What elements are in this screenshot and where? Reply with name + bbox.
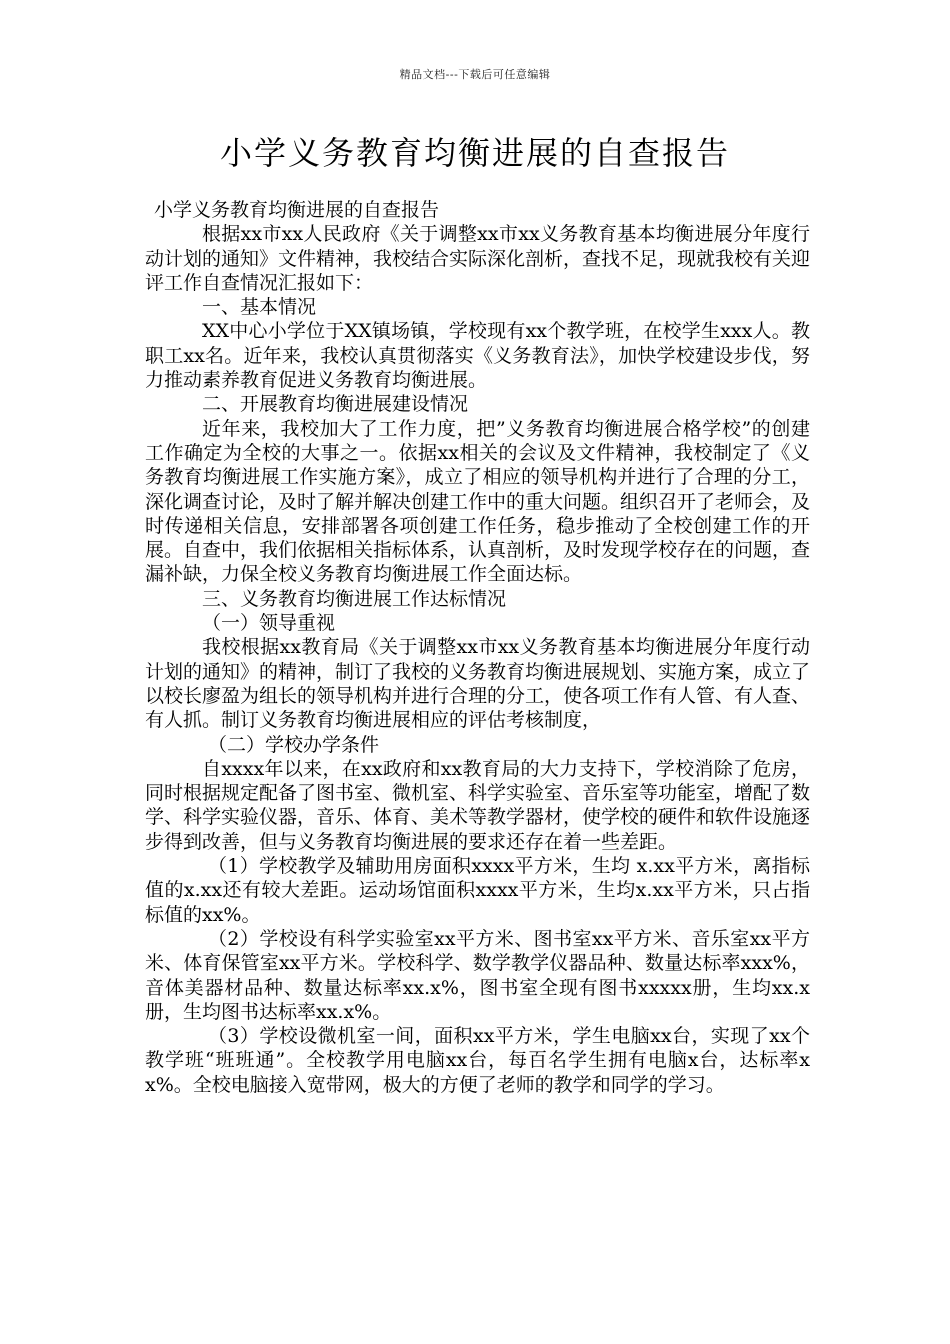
section-heading-standards: 三、义务教育均衡进展工作达标情况 [202,587,507,610]
document-title: 小学义务教育均衡进展的自查报告 [219,134,730,172]
item-3-paragraph: （3）学校设微机室一间，面积xx平方米，学生电脑xx台，实现了xx个教学班“班班通”。全校教学用电脑xx台，每百名学生拥有电脑x台，达标率xx%。全校电脑接入宽带网，极大的方便了老师的教学和同学的学习。 [145,1025,810,1096]
subheading-leadership: （一）领导重视 [202,612,336,635]
item-2-paragraph: （2）学校设有科学实验室xx平方米、图书室xx平方米、音乐室xx平方米、体育保管室xx平方米。学校科学、数学教学仪器品种、数量达标率xxx%，音体美器材品种、数量达标率xx.x%，图书室全现有图书xxxxx册，生均xx.x册，生均图书达标率xx.x%。 [145,927,810,1023]
section-heading-construction: 二、开展教育均衡进展建设情况 [202,393,469,416]
leadership-paragraph: 我校根据xx教育局《关于调整xx市xx义务教育基本均衡进展分年度行动计划的通知》的精神，制订了我校的义务教育均衡进展规划、实施方案，成立了以校长廖盈为组长的领导机构并进行合理的分工，使各项工作有人管、有人查、有人抓。制订义务教育均衡进展相应的评估考核制度， [145,636,811,732]
subheading-conditions: （二）学校办学条件 [208,733,380,756]
section-heading-basic: 一、基本情况 [202,296,317,319]
item-1-paragraph: （1）学校教学及辅助用房面积xxxx平方米，生均 x.xx平方米，离指标值的x.xx还有较大差距。运动场馆面积xxxx平方米，生均x.xx平方米，只占指标值的xx%。 [145,855,810,926]
page-header-note: 精品文档---下载后可任意编辑 [399,68,551,81]
document-subtitle: 小学义务教育均衡进展的自查报告 [154,199,440,221]
construction-paragraph: 近年来，我校加大了工作力度，把”义务教育均衡进展合格学校”的创建工作确定为全校的大事之一。依据xx相关的会议及文件精神，我校制定了《义务教育均衡进展工作实施方案》，成立了相应的领导机构并进行了合理的分工，深化调查讨论，及时了解并解决创建工作中的重大问题。组织召开了老师会，及时传递相关信息，安排部署各项创建工作任务，稳步推动了全校创建工作的开展。自查中，我们依据相关指标体系，认真剖析，及时发现学校存在的问题，查漏补缺，力保全校义务教育均衡进展工作全面达标。 [145,417,811,586]
intro-paragraph: 根据xx市xx人民政府《关于调整xx市xx义务教育基本均衡进展分年度行动计划的通知》文件精神，我校结合实际深化剖析，查找不足，现就我校有关迎评工作自查情况汇报如下： [145,223,811,294]
basic-info-paragraph: XX中心小学位于XX镇场镇，学校现有xx个教学班，在校学生xxx人。教职工xx名。近年来，我校认真贯彻落实《义务教育法》，加快学校建设步伐，努力推动素养教育促进义务教育均衡进展。 [145,320,810,392]
conditions-paragraph: 自xxxx年以来，在xx政府和xx教育局的大力支持下，学校消除了危房，同时根据规定配备了图书室、微机室、科学实验室、音乐室等功能室，增配了数学、科学实验仪器，音乐、体育、美术等教学器材，使学校的硬件和软件设施逐步得到改善，但与义务教育均衡进展的要求还存在着一些差距。 [145,757,811,853]
document-body [145,198,810,1097]
